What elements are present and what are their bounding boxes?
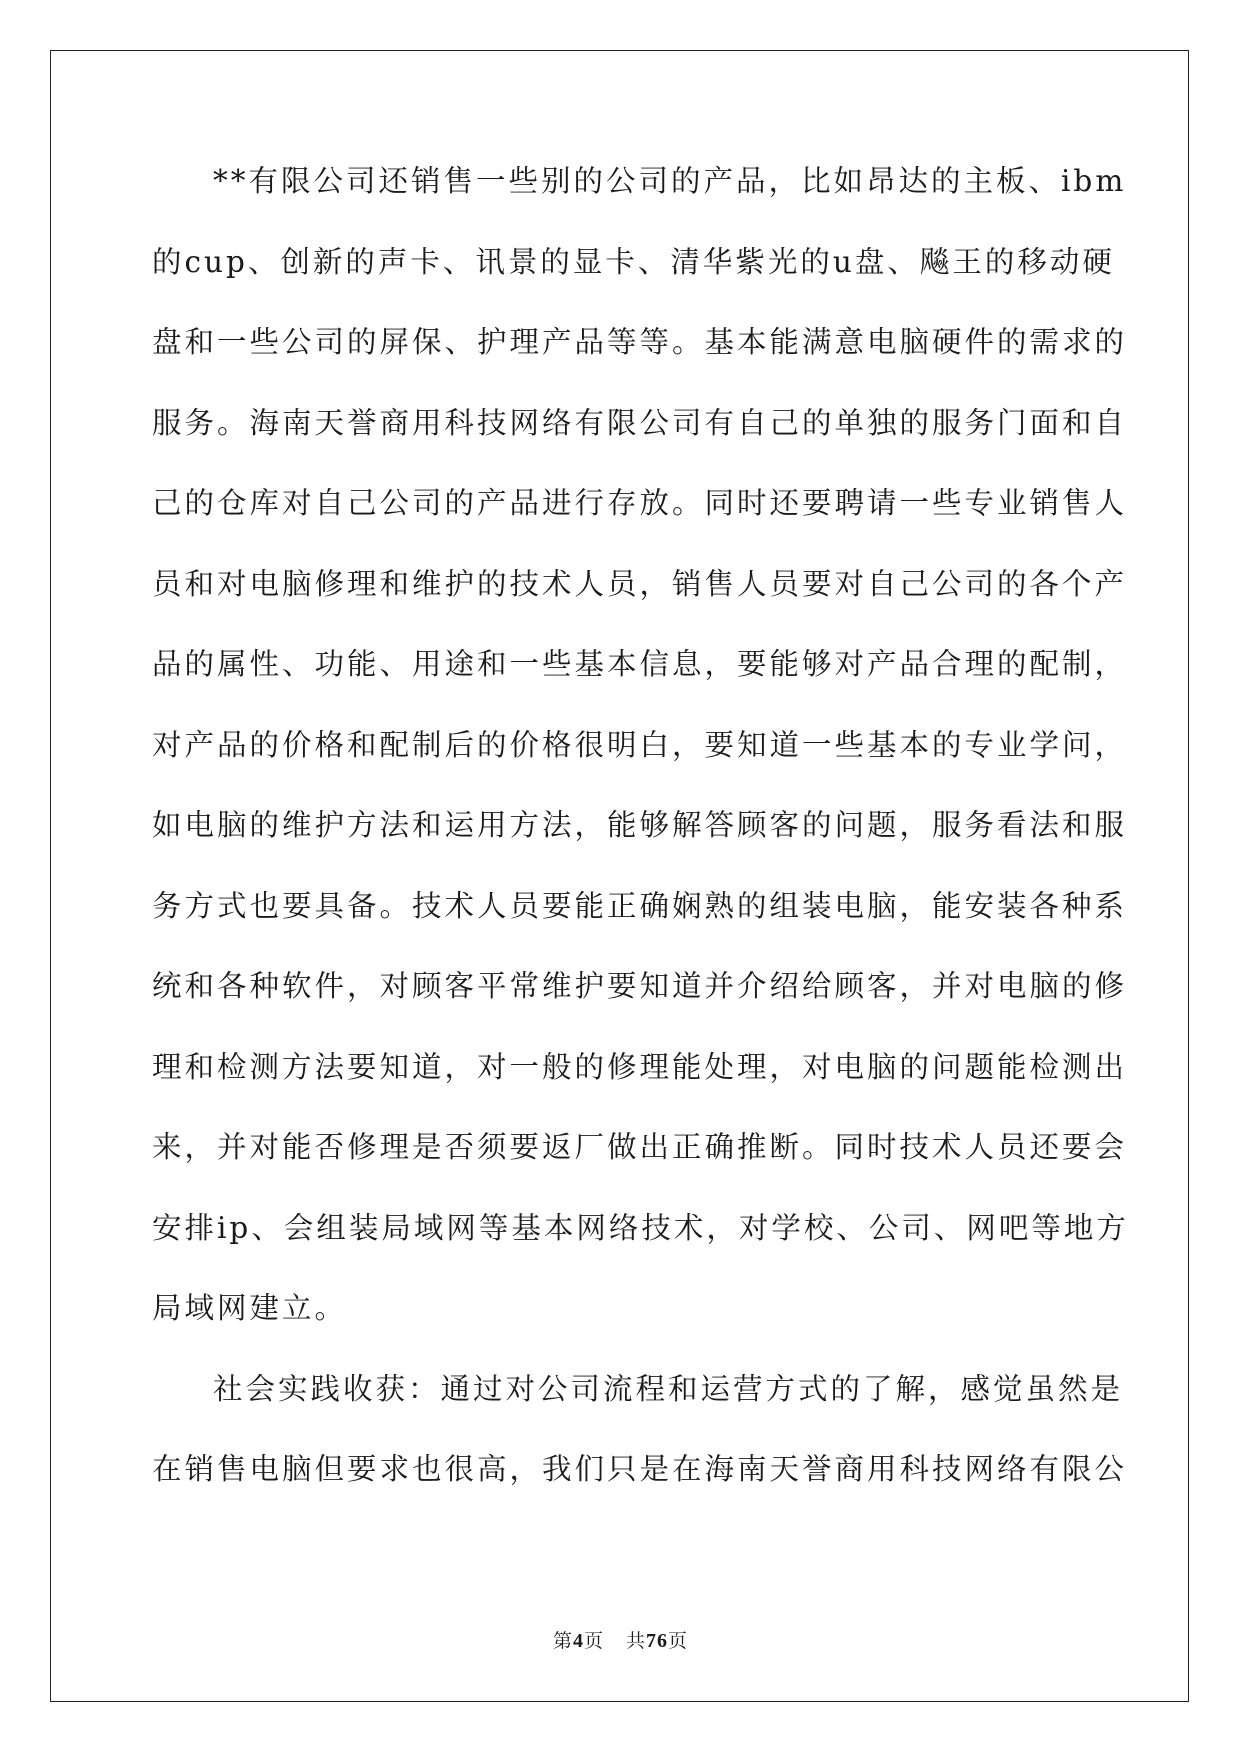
text-line: 对产品的价格和配制后的价格很明白，要知道一些基本的专业学问，: [152, 727, 1128, 762]
page-suffix: 页: [583, 1630, 604, 1652]
text-line: 在销售电脑但要求也很高，我们只是在海南天誉商用科技网络有限公: [152, 1452, 1128, 1486]
text-line: 盘和一些公司的屏保、护理产品等等。基本能满意电脑硬件的需求的: [152, 325, 1128, 359]
text-line: 己的仓库对自己公司的产品进行存放。同时还要聘请一些专业销售人: [152, 486, 1128, 520]
text-line: 局域网建立。: [152, 1291, 348, 1325]
text-line: 务方式也要具备。技术人员要能正确娴熟的组装电脑，能安装各种系: [152, 888, 1128, 923]
text-line: 服务。海南天誉商用科技网络有限公司有自己的单独的服务门面和自: [152, 405, 1128, 440]
text-line: 员和对电脑修理和维护的技术人员，销售人员要对自己公司的各个产: [152, 566, 1128, 601]
text-line: 社会实践收获：通过对公司流程和运营方式的了解，感觉虽然是: [213, 1371, 1124, 1406]
text-line: 统和各种软件，对顾客平常维护要知道并介绍给顾客，并对电脑的修: [152, 969, 1128, 1003]
text-line: 来，并对能否修理是否须要返厂做出正确推断。同时技术人员还要会: [152, 1130, 1128, 1164]
total-suffix: 页: [668, 1630, 689, 1652]
text-line: 如电脑的维护方法和运用方法，能够解答顾客的问题，服务看法和服: [152, 808, 1128, 842]
total-pages: 76: [646, 1630, 669, 1652]
text-line: 品的属性、功能、用途和一些基本信息，要能够对产品合理的配制，: [152, 647, 1128, 681]
text-line: **有限公司还销售一些别的公司的产品，比如昂达的主板、ibm: [213, 164, 1127, 198]
page-footer: [0, 1626, 1241, 1653]
page-number: 4: [572, 1630, 584, 1652]
text-line: 安排ip、会组装局域网等基本网络技术，对学校、公司、网吧等地方: [152, 1210, 1129, 1245]
page-prefix: 第: [552, 1630, 573, 1652]
text-line: 理和检测方法要知道，对一般的修理能处理，对电脑的问题能检测出: [152, 1049, 1128, 1084]
total-prefix: 共: [626, 1630, 647, 1652]
document-body: [152, 163, 1129, 1532]
text-line: 的cup、创新的声卡、讯景的显卡、清华紫光的u盘、飚王的移动硬: [152, 244, 1115, 279]
